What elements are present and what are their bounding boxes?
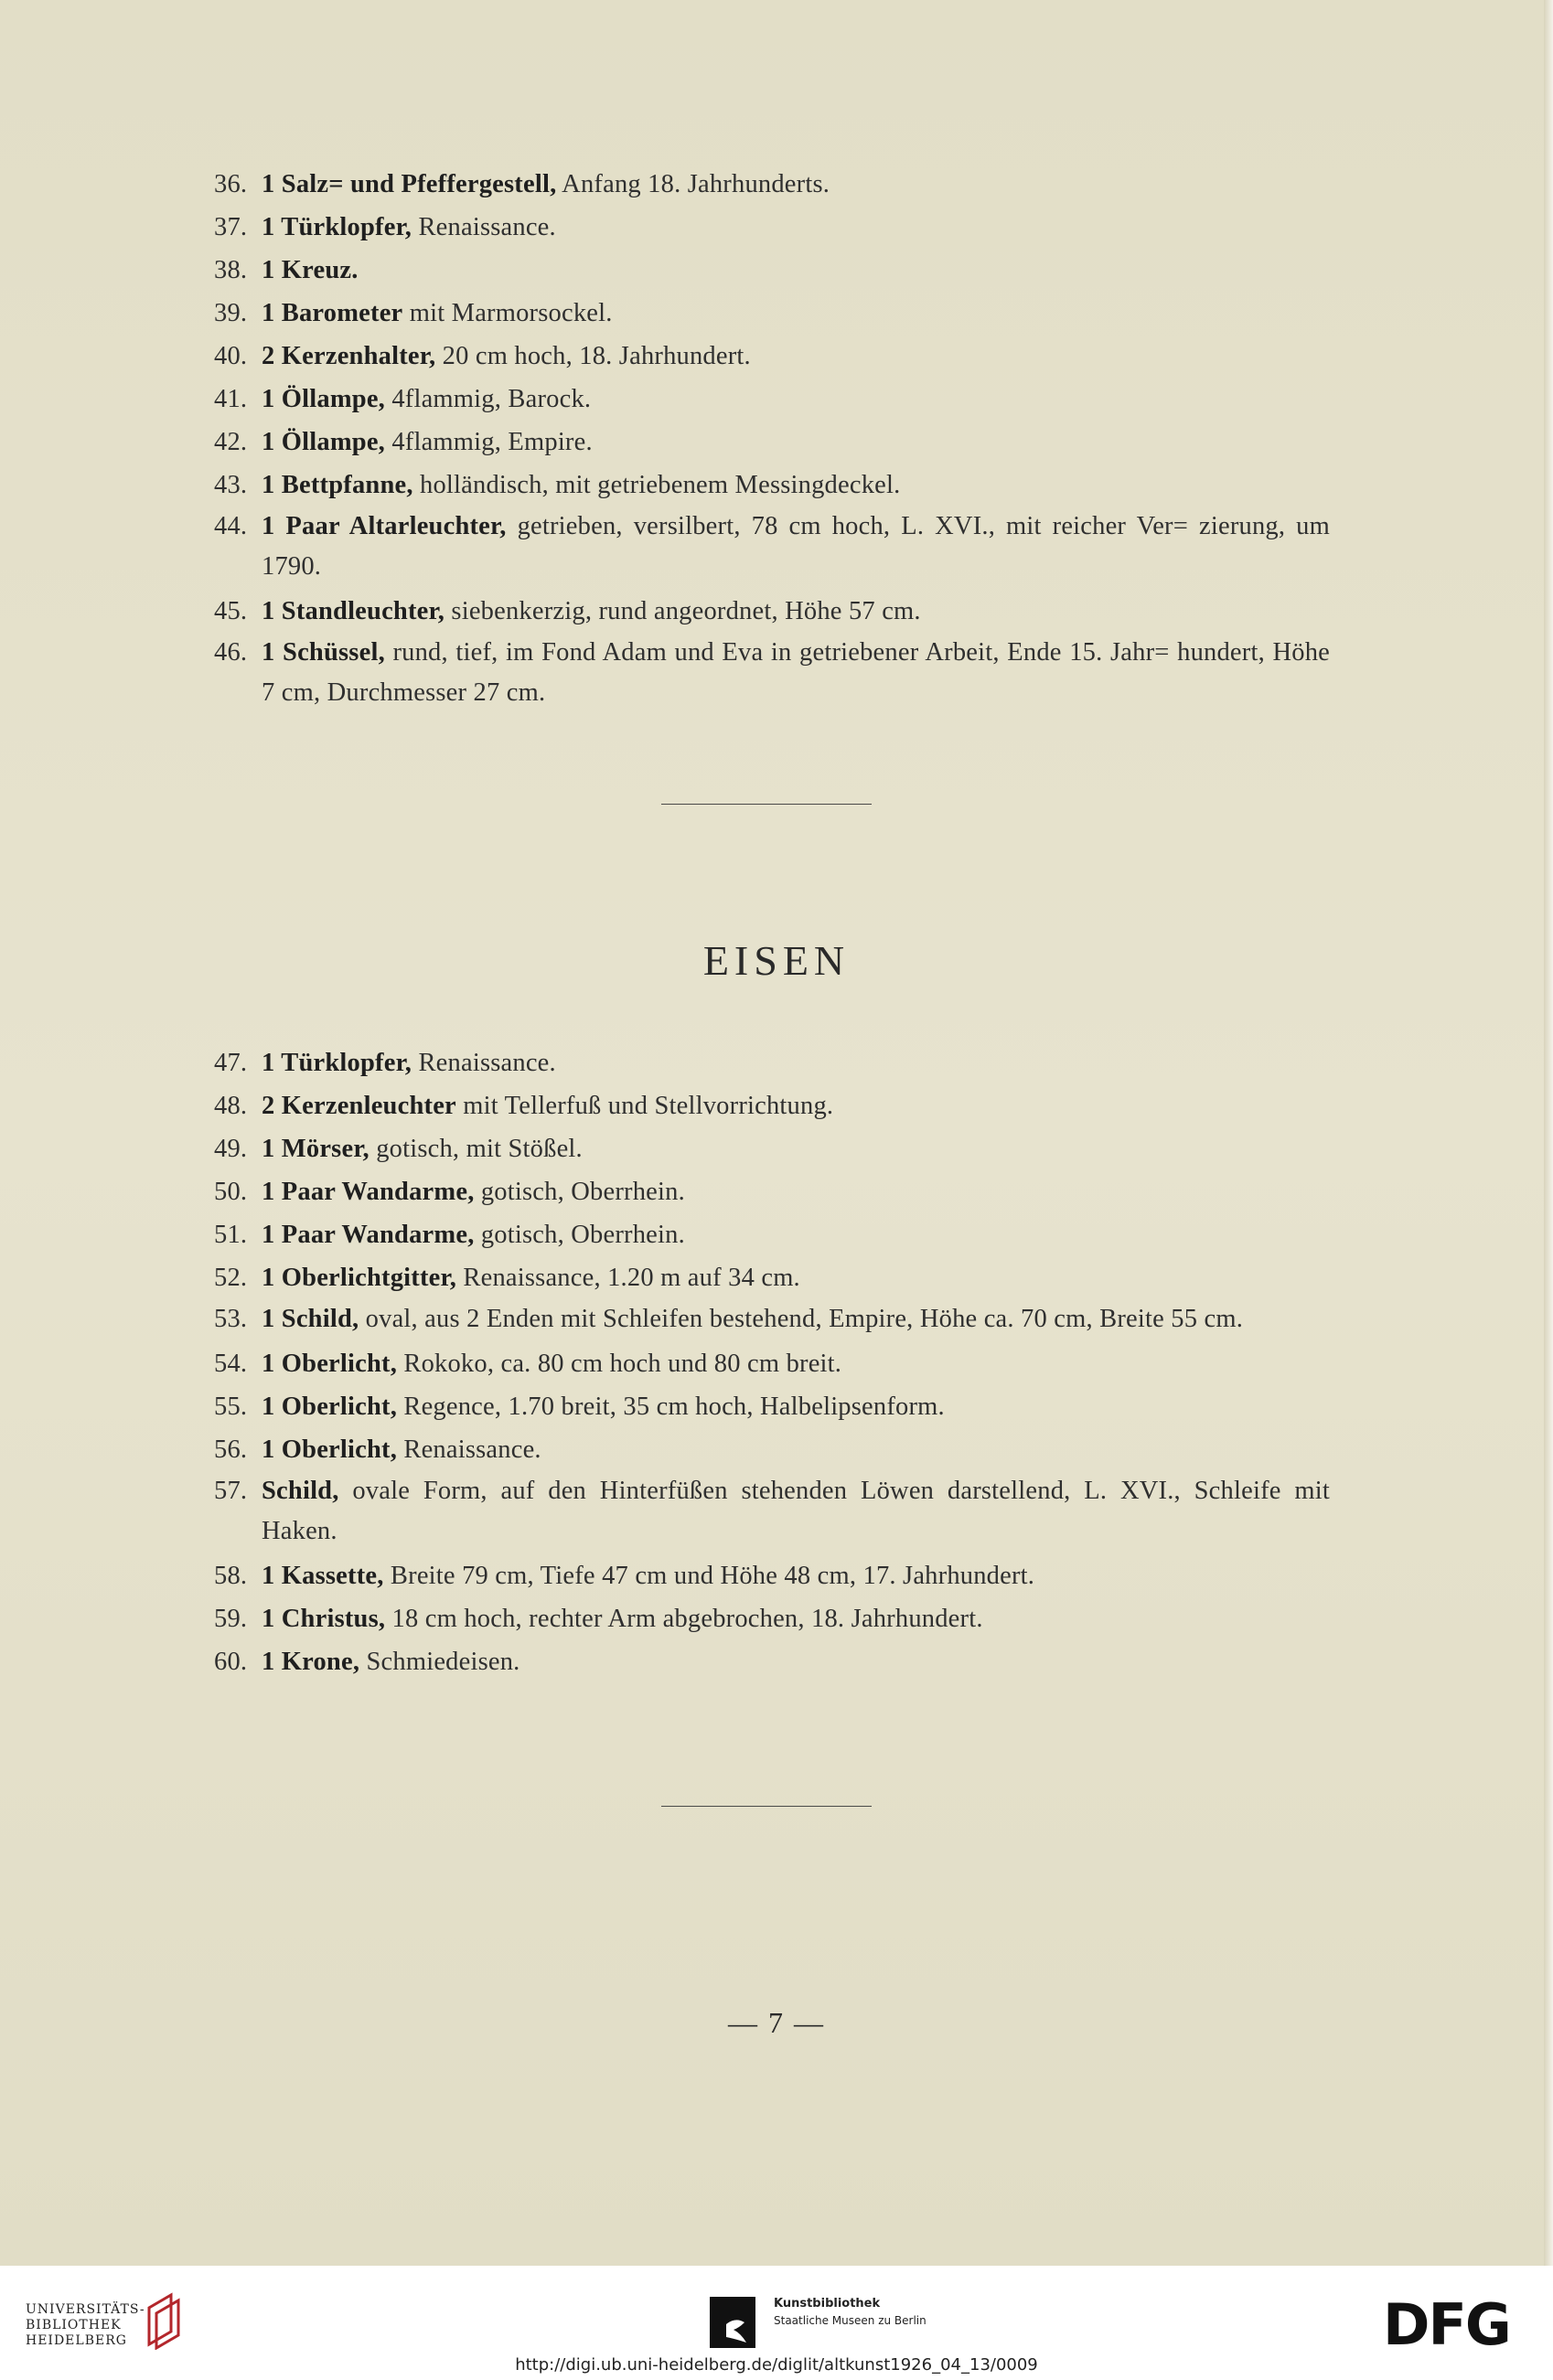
item-title: 1 Paar Altarleuchter, [262,512,507,540]
ub-heidelberg-logo[interactable] [26,2302,145,2349]
item-title: 1 Paar Wandarme, [262,1178,475,1206]
list-item [214,1385,1330,1428]
item-title: 1 Türklopfer, [262,213,412,241]
item-text [262,590,1330,633]
item-description: Schmiedeisen. [359,1648,520,1676]
item-title: 1 Salz= und Pfeffergestell, [262,170,557,198]
item-number: 37. [214,213,248,241]
item-text [262,1084,1330,1127]
item-title: 1 Oberlicht, [262,1393,398,1421]
item-text [262,464,1330,507]
item-text [262,1299,1330,1339]
list-item [214,1640,1330,1683]
item-text [262,249,1330,292]
item-description: Regence, 1.70 breit, 35 cm hoch, Halbelipsenform. [397,1393,945,1421]
item-text [262,206,1330,249]
item-title: 1 Öllampe, [262,428,385,456]
item-text [262,1213,1330,1256]
item-title: 2 Kerzenhalter, [262,342,436,370]
item-text [262,1428,1330,1471]
item-number: 56. [214,1435,248,1464]
item-title: 2 Kerzenleuchter [262,1092,456,1120]
item-list-section-2 [214,1041,1330,1683]
item-description: rund, tief, im Fond Adam und Eva in getriebener Arbeit, Ende 15. Jahr= hundert, Höhe 7 cm, Durchmesser 27 cm. [262,638,1330,707]
item-number: 36. [214,170,248,198]
item-number: 39. [214,299,248,327]
list-item [214,1213,1330,1256]
list-item [214,1342,1330,1385]
item-number: 53. [214,1305,248,1333]
item-number: 49. [214,1135,248,1163]
page-number: — 7 — [728,2006,825,2039]
item-text [262,1640,1330,1683]
list-item [214,590,1330,633]
list-item [214,464,1330,507]
item-title: 1 Schüssel, [262,638,385,667]
section-divider [661,804,872,805]
list-item [214,1084,1330,1127]
item-number: 41. [214,385,248,413]
item-title: 1 Öllampe, [262,385,385,413]
item-text [262,163,1330,206]
item-description: Anfang 18. Jahrhunderts. [556,170,830,198]
page-edge [1544,0,1553,2266]
item-title: 1 Standleuchter, [262,597,445,625]
item-description: Renaissance. [397,1435,541,1464]
item-number: 43. [214,471,248,499]
item-description: Rokoko, ca. 80 cm hoch und 80 cm breit. [397,1350,842,1378]
item-text [262,1170,1330,1213]
item-title: 1 Christus, [262,1605,386,1633]
item-description: ovale Form, auf den Hinterfüßen stehenden Löwen darstellend, L. XVI., Schleife mit Haken. [262,1477,1330,1545]
kunstbibliothek-eagle-icon [710,2297,755,2352]
item-number: 44. [214,512,248,540]
section-divider [661,1806,872,1807]
item-number: 58. [214,1562,248,1590]
item-description: holländisch, mit getriebenem Messingdeckel. [412,471,901,499]
item-description: mit Marmorsockel. [402,299,613,327]
ub-logo-line: HEIDELBERG [26,2333,127,2348]
item-description: oval, aus 2 Enden mit Schleifen bestehend, Empire, Höhe ca. 70 cm, Breite 55 cm. [359,1305,1244,1333]
item-title: 1 Paar Wandarme, [262,1221,475,1249]
item-number: 54. [214,1350,248,1378]
list-item [214,1170,1330,1213]
item-number: 46. [214,638,248,667]
item-list-section-1 [214,163,1330,716]
item-title: 1 Oberlicht, [262,1350,398,1378]
list-item [214,292,1330,335]
item-description: mit Tellerfuß und Stellvorrichtung. [455,1092,834,1120]
item-description: gotisch, Oberrhein. [474,1221,685,1249]
item-title: 1 Barometer [262,299,403,327]
item-description: gotisch, Oberrhein. [474,1178,685,1206]
list-item [214,1127,1330,1170]
item-title: 1 Kassette, [262,1562,384,1590]
list-item [214,378,1330,421]
item-title: 1 Mörser, [262,1135,370,1163]
ub-logo-line: BIBLIOTHEK [26,2318,122,2332]
item-text [262,1471,1330,1552]
item-description: siebenkerzig, rund angeordnet, Höhe 57 cm. [444,597,921,625]
item-description: Renaissance. [412,1049,556,1077]
item-number: 40. [214,342,248,370]
list-item [214,421,1330,464]
list-item [214,633,1330,713]
list-item [214,1041,1330,1084]
item-number: 51. [214,1221,248,1249]
ub-logo-line: UNIVERSITÄTS- [26,2302,145,2317]
item-number: 52. [214,1264,248,1292]
item-text [262,1342,1330,1385]
item-text [262,1554,1330,1597]
item-text [262,378,1330,421]
list-item [214,249,1330,292]
item-description: gotisch, mit Stößel. [369,1135,583,1163]
item-description: Renaissance. [412,213,556,241]
item-number: 42. [214,428,248,456]
permalink-url[interactable]: http://digi.ub.uni-heidelberg.de/diglit/altkunst1926_04_13/0009 [515,2355,1038,2375]
item-number: 55. [214,1393,248,1421]
item-number: 48. [214,1092,248,1120]
item-number: 57. [214,1477,248,1505]
item-text [262,421,1330,464]
item-number: 59. [214,1605,248,1633]
book-icon [144,2291,184,2353]
section-heading: EISEN [702,937,851,984]
item-number: 50. [214,1178,248,1206]
item-title: 1 Oberlichtgitter, [262,1264,457,1292]
item-description: 18 cm hoch, rechter Arm abgebrochen, 18. Jahrhundert. [385,1605,983,1633]
list-item [214,1554,1330,1597]
item-text [262,1385,1330,1428]
item-text [262,507,1330,587]
item-description: 4flammig, Barock. [385,385,592,413]
item-title: Schild, [262,1477,339,1505]
item-text [262,292,1330,335]
list-item [214,335,1330,378]
item-title: 1 Krone, [262,1648,360,1676]
kb-subtitle: Staatliche Museen zu Berlin [774,2314,926,2327]
item-text [262,1041,1330,1084]
item-title: 1 Schild, [262,1305,359,1333]
item-text [262,1256,1330,1299]
item-title: 1 Oberlicht, [262,1435,398,1464]
item-text [262,335,1330,378]
list-item [214,507,1330,587]
list-item [214,163,1330,206]
item-number: 45. [214,597,248,625]
item-title: 1 Kreuz. [262,256,359,284]
item-description: Breite 79 cm, Tiefe 47 cm und Höhe 48 cm, 17. Jahrhundert. [383,1562,1035,1590]
dfg-logo[interactable]: DFG [1383,2291,1510,2358]
item-description: getrieben, versilbert, 78 cm hoch, L. XVI., mit reicher Ver= zierung, um 1790. [262,512,1330,581]
item-text [262,1597,1330,1640]
kb-title: Kunstbibliothek [774,2297,881,2311]
list-item [214,1597,1330,1640]
item-number: 38. [214,256,248,284]
item-title: 1 Türklopfer, [262,1049,412,1077]
list-item [214,206,1330,249]
item-text [262,633,1330,713]
list-item [214,1428,1330,1471]
item-number: 60. [214,1648,248,1676]
item-number: 47. [214,1049,248,1077]
item-description: 4flammig, Empire. [385,428,593,456]
item-text [262,1127,1330,1170]
list-item [214,1256,1330,1299]
list-item [214,1299,1330,1339]
item-title: 1 Bettpfanne, [262,471,413,499]
item-description: Renaissance, 1.20 m auf 34 cm. [456,1264,800,1292]
item-description: 20 cm hoch, 18. Jahrhundert. [435,342,751,370]
kunstbibliothek-logo[interactable] [774,2297,926,2327]
list-item [214,1471,1330,1552]
footer-bar [0,2266,1553,2380]
